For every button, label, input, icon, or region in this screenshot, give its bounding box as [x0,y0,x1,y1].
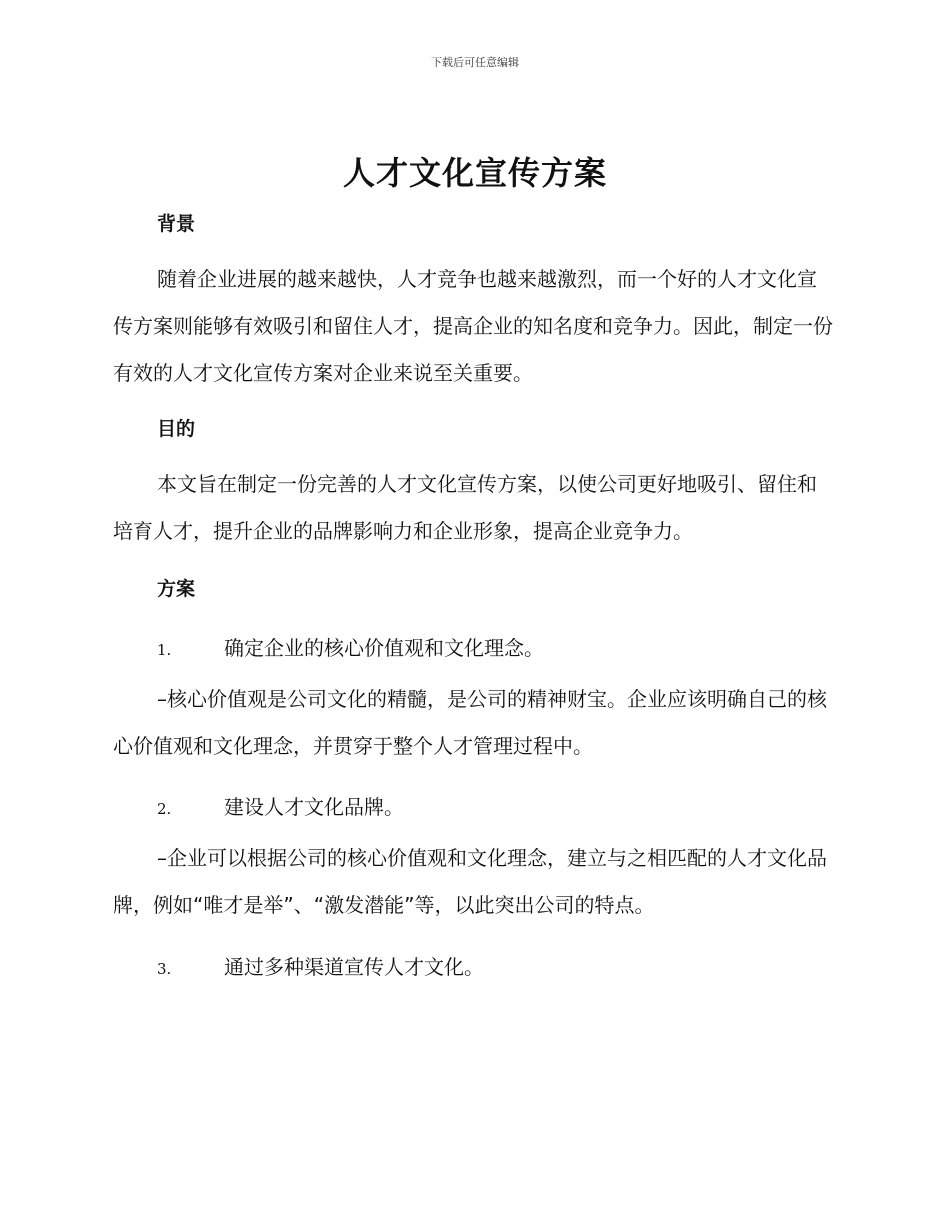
header-note: 下载后可任意编辑 [431,56,519,69]
background-paragraph: 随着企业进展的越来越快，人才竞争也越来越激烈，而一个好的人才文化宣传方案则能够有效吸引和留住人才，提高企业的知名度和竞争力。因此，制定一份有效的人才文化宣传方案对企业来说至关重要。 [113,267,833,385]
plan-item-1-detail: –核心价值观是公司文化的精髓，是公司的精神财宝。企业应该明确自己的核心价值观和文化理念，并贯穿于整个人才管理过程中。 [113,687,827,758]
section-heading-plan: 方案 [157,578,196,600]
plan-item-1 [157,632,544,661]
plan-item-2-detail: –企业可以根据公司的核心价值观和文化理念，建立与之相匹配的人才文化品牌，例如“唯才是举”、“激发潜能”等，以此突出公司的特点。 [113,846,827,917]
list-item-text: 通过多种渠道宣传人才文化。 [224,955,484,979]
list-number: 1. [157,641,172,659]
list-item-text: 确定企业的核心价值观和文化理念。 [224,636,544,660]
list-number: 3. [157,960,172,978]
section-heading-purpose: 目的 [157,418,196,440]
purpose-paragraph: 本文旨在制定一份完善的人才文化宣传方案，以使公司更好地吸引、留住和培育人才，提升企业的品牌影响力和企业形象，提高企业竞争力。 [113,472,817,543]
document-title: 人才文化宣传方案 [342,154,607,192]
plan-item-3 [157,951,484,980]
plan-item-2 [157,791,404,820]
section-heading-background: 背景 [157,213,196,235]
list-number: 2. [157,800,172,818]
list-item-text: 建设人才文化品牌。 [224,795,404,819]
